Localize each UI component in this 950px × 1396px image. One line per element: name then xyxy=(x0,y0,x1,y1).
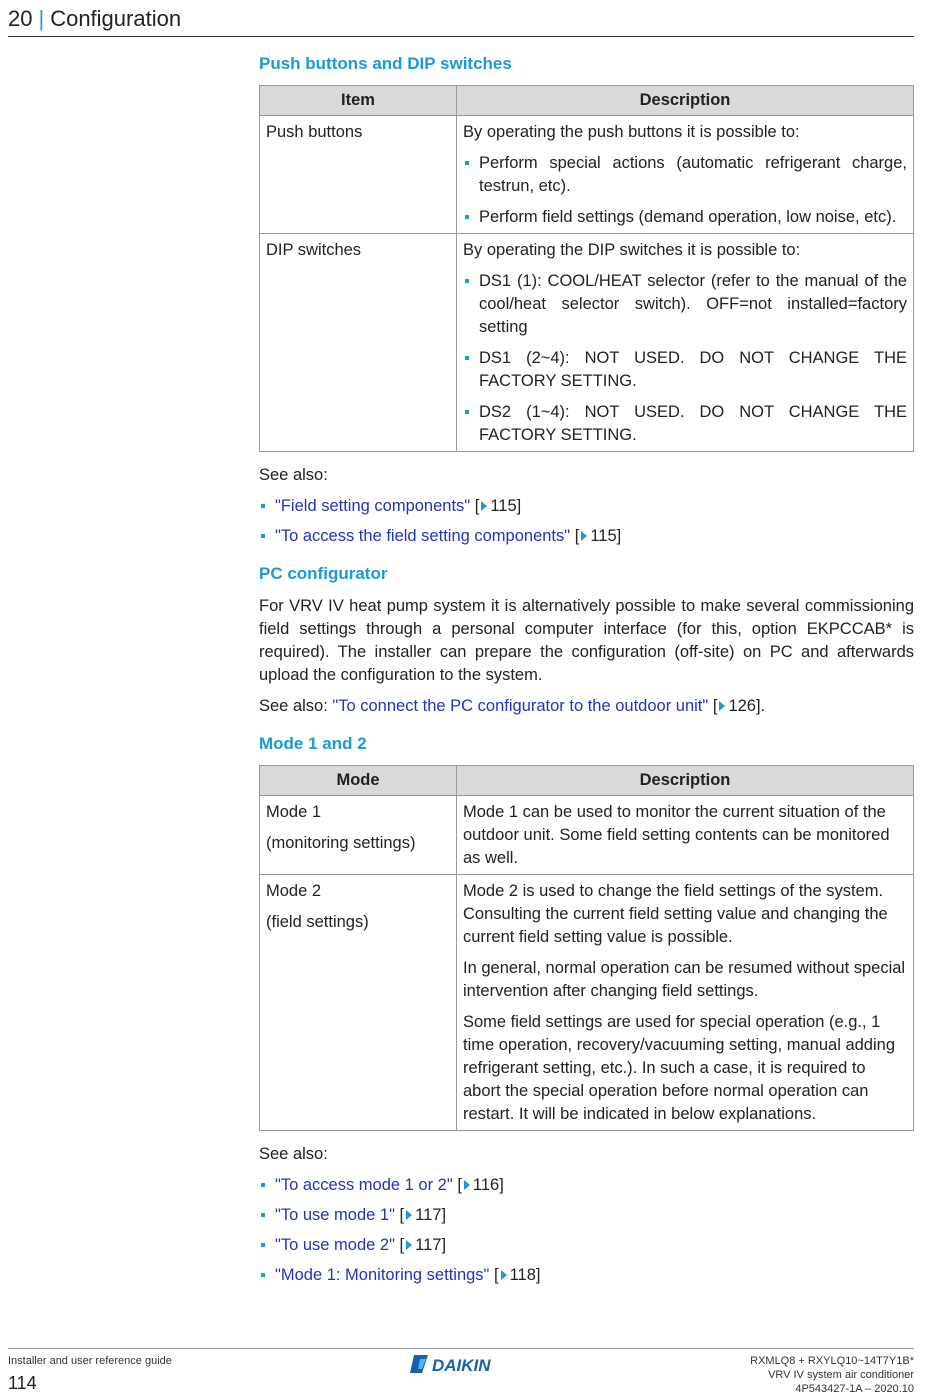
pc-configurator-paragraph: For VRV IV heat pump system it is alternatively possible to make several commissioning field settings through a personal computer interface (for this, option EKPCCAB* is required). The installer can prepare the configuration (off-site) on PC and afterwards upload the configuration to the system. xyxy=(259,597,914,684)
page-arrow-icon xyxy=(406,1210,412,1220)
cell-paragraph: Some field settings are used for special operation (e.g., 1 time operation, recovery/vacuuming setting, manual adding refrigerant setting, etc.). In such a case, it is required to abort the special operation before normal operation can restart. It will be indicated in below explanations. xyxy=(463,1013,895,1123)
link-field-setting-components[interactable]: "Field setting components" xyxy=(275,497,471,515)
page-ref: 115] xyxy=(590,527,622,545)
see-also-label: See also: xyxy=(259,1145,328,1163)
mode-name: Mode 1 xyxy=(266,803,322,821)
cell-paragraph: Mode 2 is used to change the field settings of the system. Consulting the current field setting value and changing the current field setting value is possible. xyxy=(463,882,888,946)
page-arrow-icon xyxy=(406,1240,412,1250)
table-row xyxy=(260,875,914,1131)
cell-item: Push buttons xyxy=(260,116,457,234)
page-ref: 115] xyxy=(490,497,522,515)
list-item: "To access mode 1 or 2" [ 116] xyxy=(259,1174,914,1197)
see-also-list xyxy=(259,1174,914,1287)
see-also-label: See also: xyxy=(259,466,328,484)
cell-mode xyxy=(260,875,457,1131)
link-use-mode-1[interactable]: "To use mode 1" xyxy=(275,1206,395,1224)
cell-intro: By operating the DIP switches it is possible to: xyxy=(463,241,801,259)
list-item: "Field setting components" [ 115] xyxy=(259,495,914,518)
mode-sub: (field settings) xyxy=(266,913,369,931)
document-id: 4P543427-1A – 2020.10 xyxy=(795,1383,914,1395)
cell-description xyxy=(457,234,914,452)
page-header xyxy=(8,6,914,37)
cell-description xyxy=(457,875,914,1131)
page-ref: 117] xyxy=(415,1206,447,1224)
table-row xyxy=(260,796,914,875)
list-item: "To access the field setting components" [ 115] xyxy=(259,525,914,548)
list-item: "To use mode 1" [ 117] xyxy=(259,1204,914,1227)
bullet-item: DS1 (2~4): NOT USED. DO NOT CHANGE THE FACTORY SETTING. xyxy=(463,347,907,393)
cell-paragraph: In general, normal operation can be resumed without special intervention after changing field settings. xyxy=(463,959,906,1000)
link-connect-pc-configurator[interactable]: "To connect the PC configurator to the outdoor unit" xyxy=(332,697,709,715)
page-ref: 117] xyxy=(415,1236,447,1254)
cell-intro: By operating the push buttons it is possible to: xyxy=(463,123,800,141)
section-heading-pc-configurator: PC configurator xyxy=(259,564,388,583)
table-row xyxy=(260,234,914,452)
table-header-description: Description xyxy=(457,86,914,116)
table-header-item: Item xyxy=(260,86,457,116)
page-ref: 118] xyxy=(509,1266,541,1284)
mode-table xyxy=(259,765,914,1131)
section-heading-push-buttons: Push buttons and DIP switches xyxy=(259,54,512,73)
page-number: 114 xyxy=(8,1373,37,1393)
daikin-logo xyxy=(410,1353,514,1375)
link-use-mode-2[interactable]: "To use mode 2" xyxy=(275,1236,395,1254)
daikin-logo-text: DAIKIN xyxy=(432,1356,491,1375)
see-also-line: See also: "To connect the PC configurator to the outdoor unit" [ 126]. xyxy=(259,697,766,715)
list-item: "To use mode 2" [ 117] xyxy=(259,1234,914,1257)
header-separator: | xyxy=(38,6,45,31)
table-header-mode: Mode xyxy=(260,766,457,796)
page-arrow-icon xyxy=(581,531,587,541)
cell-mode xyxy=(260,796,457,875)
chapter-number: 20 xyxy=(8,6,33,31)
footer-doc-info xyxy=(750,1354,914,1396)
push-buttons-table xyxy=(259,85,914,452)
page-ref: 126]. xyxy=(728,697,766,715)
mode-sub: (monitoring settings) xyxy=(266,834,416,852)
cell-item: DIP switches xyxy=(260,234,457,452)
list-item: "Mode 1: Monitoring settings" [ 118] xyxy=(259,1264,914,1287)
product-name: VRV IV system air conditioner xyxy=(768,1369,914,1381)
model-number: RXMLQ8 + RXYLQ10~14T7Y1B* xyxy=(750,1355,914,1367)
page-arrow-icon xyxy=(481,501,487,511)
table-header-description: Description xyxy=(457,766,914,796)
page-ref: 116] xyxy=(472,1176,504,1194)
page-arrow-icon xyxy=(464,1180,470,1190)
link-access-mode[interactable]: "To access mode 1 or 2" xyxy=(275,1176,453,1194)
page-content xyxy=(259,52,914,1301)
bullet-item: Perform special actions (automatic refrigerant charge, testrun, etc). xyxy=(463,152,907,198)
cell-paragraph: Mode 1 can be used to monitor the current situation of the outdoor unit. Some field setting contents can be monitored as well. xyxy=(463,803,890,867)
link-mode-1-monitoring[interactable]: "Mode 1: Monitoring settings" xyxy=(275,1266,490,1284)
link-access-field-setting-components[interactable]: "To access the field setting components" xyxy=(275,527,571,545)
page-footer xyxy=(8,1348,914,1395)
table-row xyxy=(260,116,914,234)
bullet-item: DS1 (1): COOL/HEAT selector (refer to the manual of the cool/heat selector switch). OFF=not installed=factory setting xyxy=(463,270,907,339)
cell-description xyxy=(457,796,914,875)
section-heading-mode: Mode 1 and 2 xyxy=(259,734,367,753)
chapter-title: Configuration xyxy=(50,6,182,31)
see-also-list xyxy=(259,495,914,548)
mode-name: Mode 2 xyxy=(266,882,322,900)
cell-description xyxy=(457,116,914,234)
bullet-item: DS2 (1~4): NOT USED. DO NOT CHANGE THE FACTORY SETTING. xyxy=(463,401,907,447)
page-arrow-icon xyxy=(719,701,725,711)
guide-title: Installer and user reference guide xyxy=(8,1355,172,1367)
bullet-item: Perform field settings (demand operation, low noise, etc). xyxy=(463,206,907,229)
page-arrow-icon xyxy=(501,1270,507,1280)
